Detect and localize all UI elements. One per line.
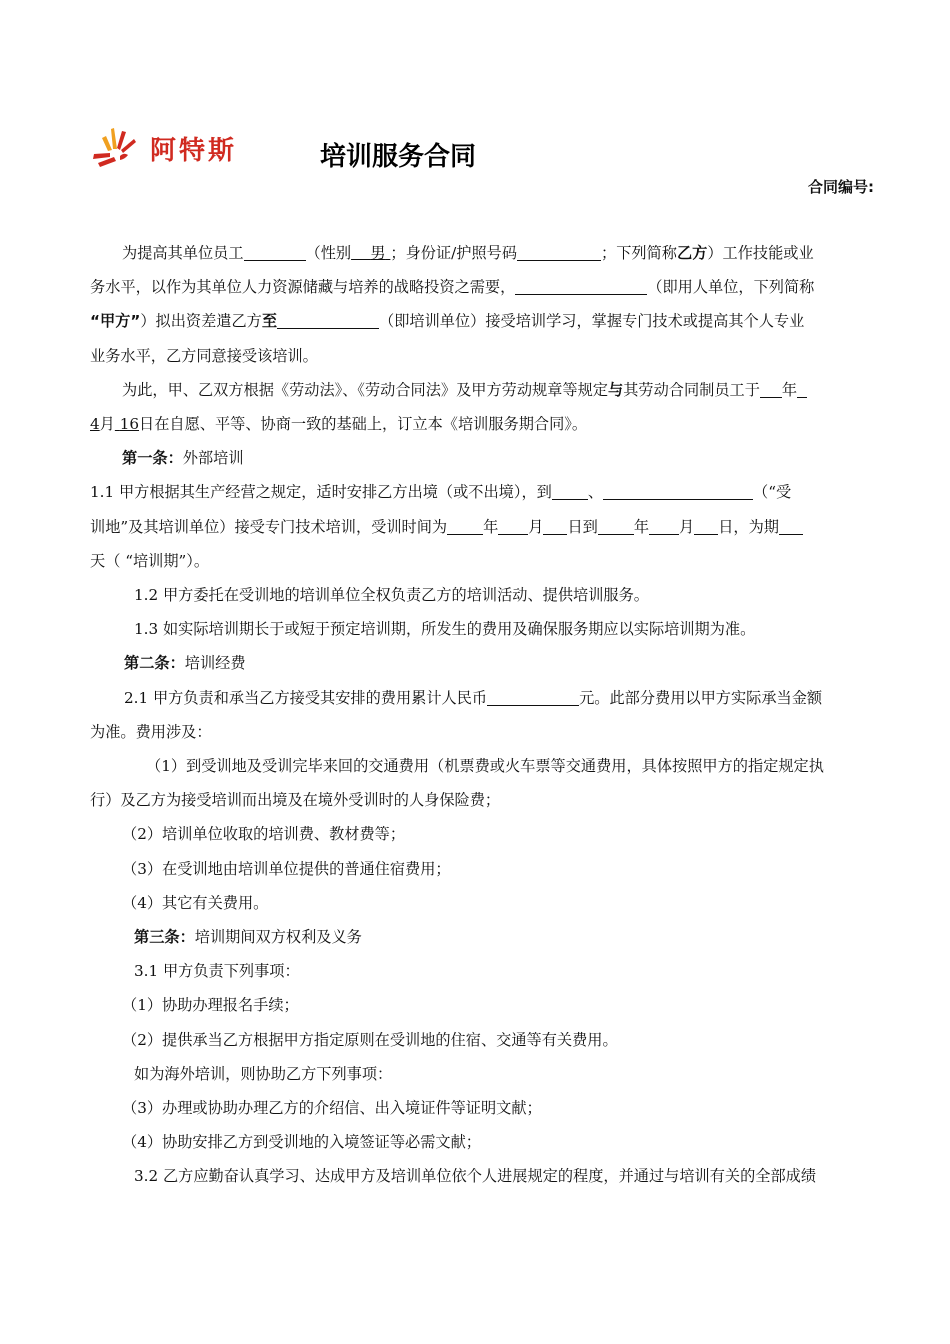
paragraph: 4月 16日在自愿、平等、协商一致的基础上，订立本《培训服务期合同》。 xyxy=(90,415,588,434)
paragraph: 训地”及其培训单位）接受专门技术培训，受训时间为 年 月 日到 年 月 日，为期 xyxy=(90,510,885,544)
paragraph: 如为海外培训，则协助乙方下列事项： xyxy=(134,1064,393,1083)
company-logo xyxy=(90,122,265,168)
paragraph: 3.2 乙方应勤奋认真学习、达成甲方及培训单位依个人进展规定的程度，并通过与培训有关的全部成绩 xyxy=(134,1167,817,1186)
list-item: （4）其它有关费用。 xyxy=(122,893,269,912)
list-item: （3）办理或协助办理乙方的介绍信、出入境证件等证明文献； xyxy=(122,1099,542,1118)
paragraph: 为此，甲、乙双方根据《劳动法》、《劳动合同法》及甲方劳动规章等规定与其劳动合同制员工于 年 xyxy=(90,373,885,407)
paragraph: 业务水平，乙方同意接受该培训。 xyxy=(90,346,318,365)
paragraph: 1.3 如实际培训期长于或短于预定培训期，所发生的费用及确保服务期应以实际培训期为准。 xyxy=(134,620,756,639)
article-heading: 第三条：培训期间双方权利及义务 xyxy=(134,928,362,947)
paragraph: “甲方”）拟出资差遣乙方至 （即培训单位）接受培训学习，掌握专门技术或提高其个人专业 xyxy=(90,312,805,331)
list-item: （1）到受训地及受训完毕来回的交通费用（机票费或火车票等交通费用，具体按照甲方的指定规定执 xyxy=(146,757,824,776)
article-heading: 第一条：外部培训 xyxy=(122,449,244,468)
paragraph: 2.1 甲方负责和承当乙方接受其安排的费用累计人民币 元。此部分费用以甲方实际承当金额 xyxy=(124,688,823,707)
list-item: （1）协助办理报名手续； xyxy=(122,996,299,1015)
article-heading: 第二条：培训经费 xyxy=(124,654,246,673)
list-item: （2）培训单位收取的培训费、教材费等； xyxy=(122,825,406,844)
list-item: （2）提供承当乙方根据甲方指定原则在受训地的住宿、交通等有关费用。 xyxy=(122,1030,618,1049)
logo-text: 阿特斯 xyxy=(150,136,238,166)
list-item: 行）及乙方为接受培训而出境及在境外受训时的人身保险费； xyxy=(90,791,501,810)
list-item: （4）协助安排乙方到受训地的入境签证等必需文献； xyxy=(122,1133,481,1152)
paragraph: 为提高其单位员工 （性别 男 ；身份证/护照号码 ；下列简称乙方）工作技能或业 xyxy=(122,244,814,262)
paragraph: 天（ “培训期”）。 xyxy=(90,551,210,570)
list-item: （3）在受训地由培训单位提供的普通住宿费用； xyxy=(122,859,451,878)
paragraph: 3.1 甲方负责下列事项： xyxy=(134,962,300,981)
paragraph: 1.1 甲方根据其生产经营之规定，适时安排乙方出境（或不出境），到 、 （“受 xyxy=(90,483,792,502)
paragraph: 1.2 甲方委托在受训地的培训单位全权负责乙方的培训活动、提供培训服务。 xyxy=(134,586,649,605)
paragraph: 为准。费用涉及： xyxy=(90,722,212,741)
contract-body xyxy=(90,236,885,1194)
contract-number-label: 合同编号: xyxy=(808,178,874,196)
sun-logo-icon xyxy=(90,122,140,168)
paragraph: 务水平，以作为其单位人力资源储藏与培养的战略投资之需要， （即用人单位，下列简称 xyxy=(90,278,815,297)
page-title: 培训服务合同 xyxy=(320,142,477,172)
